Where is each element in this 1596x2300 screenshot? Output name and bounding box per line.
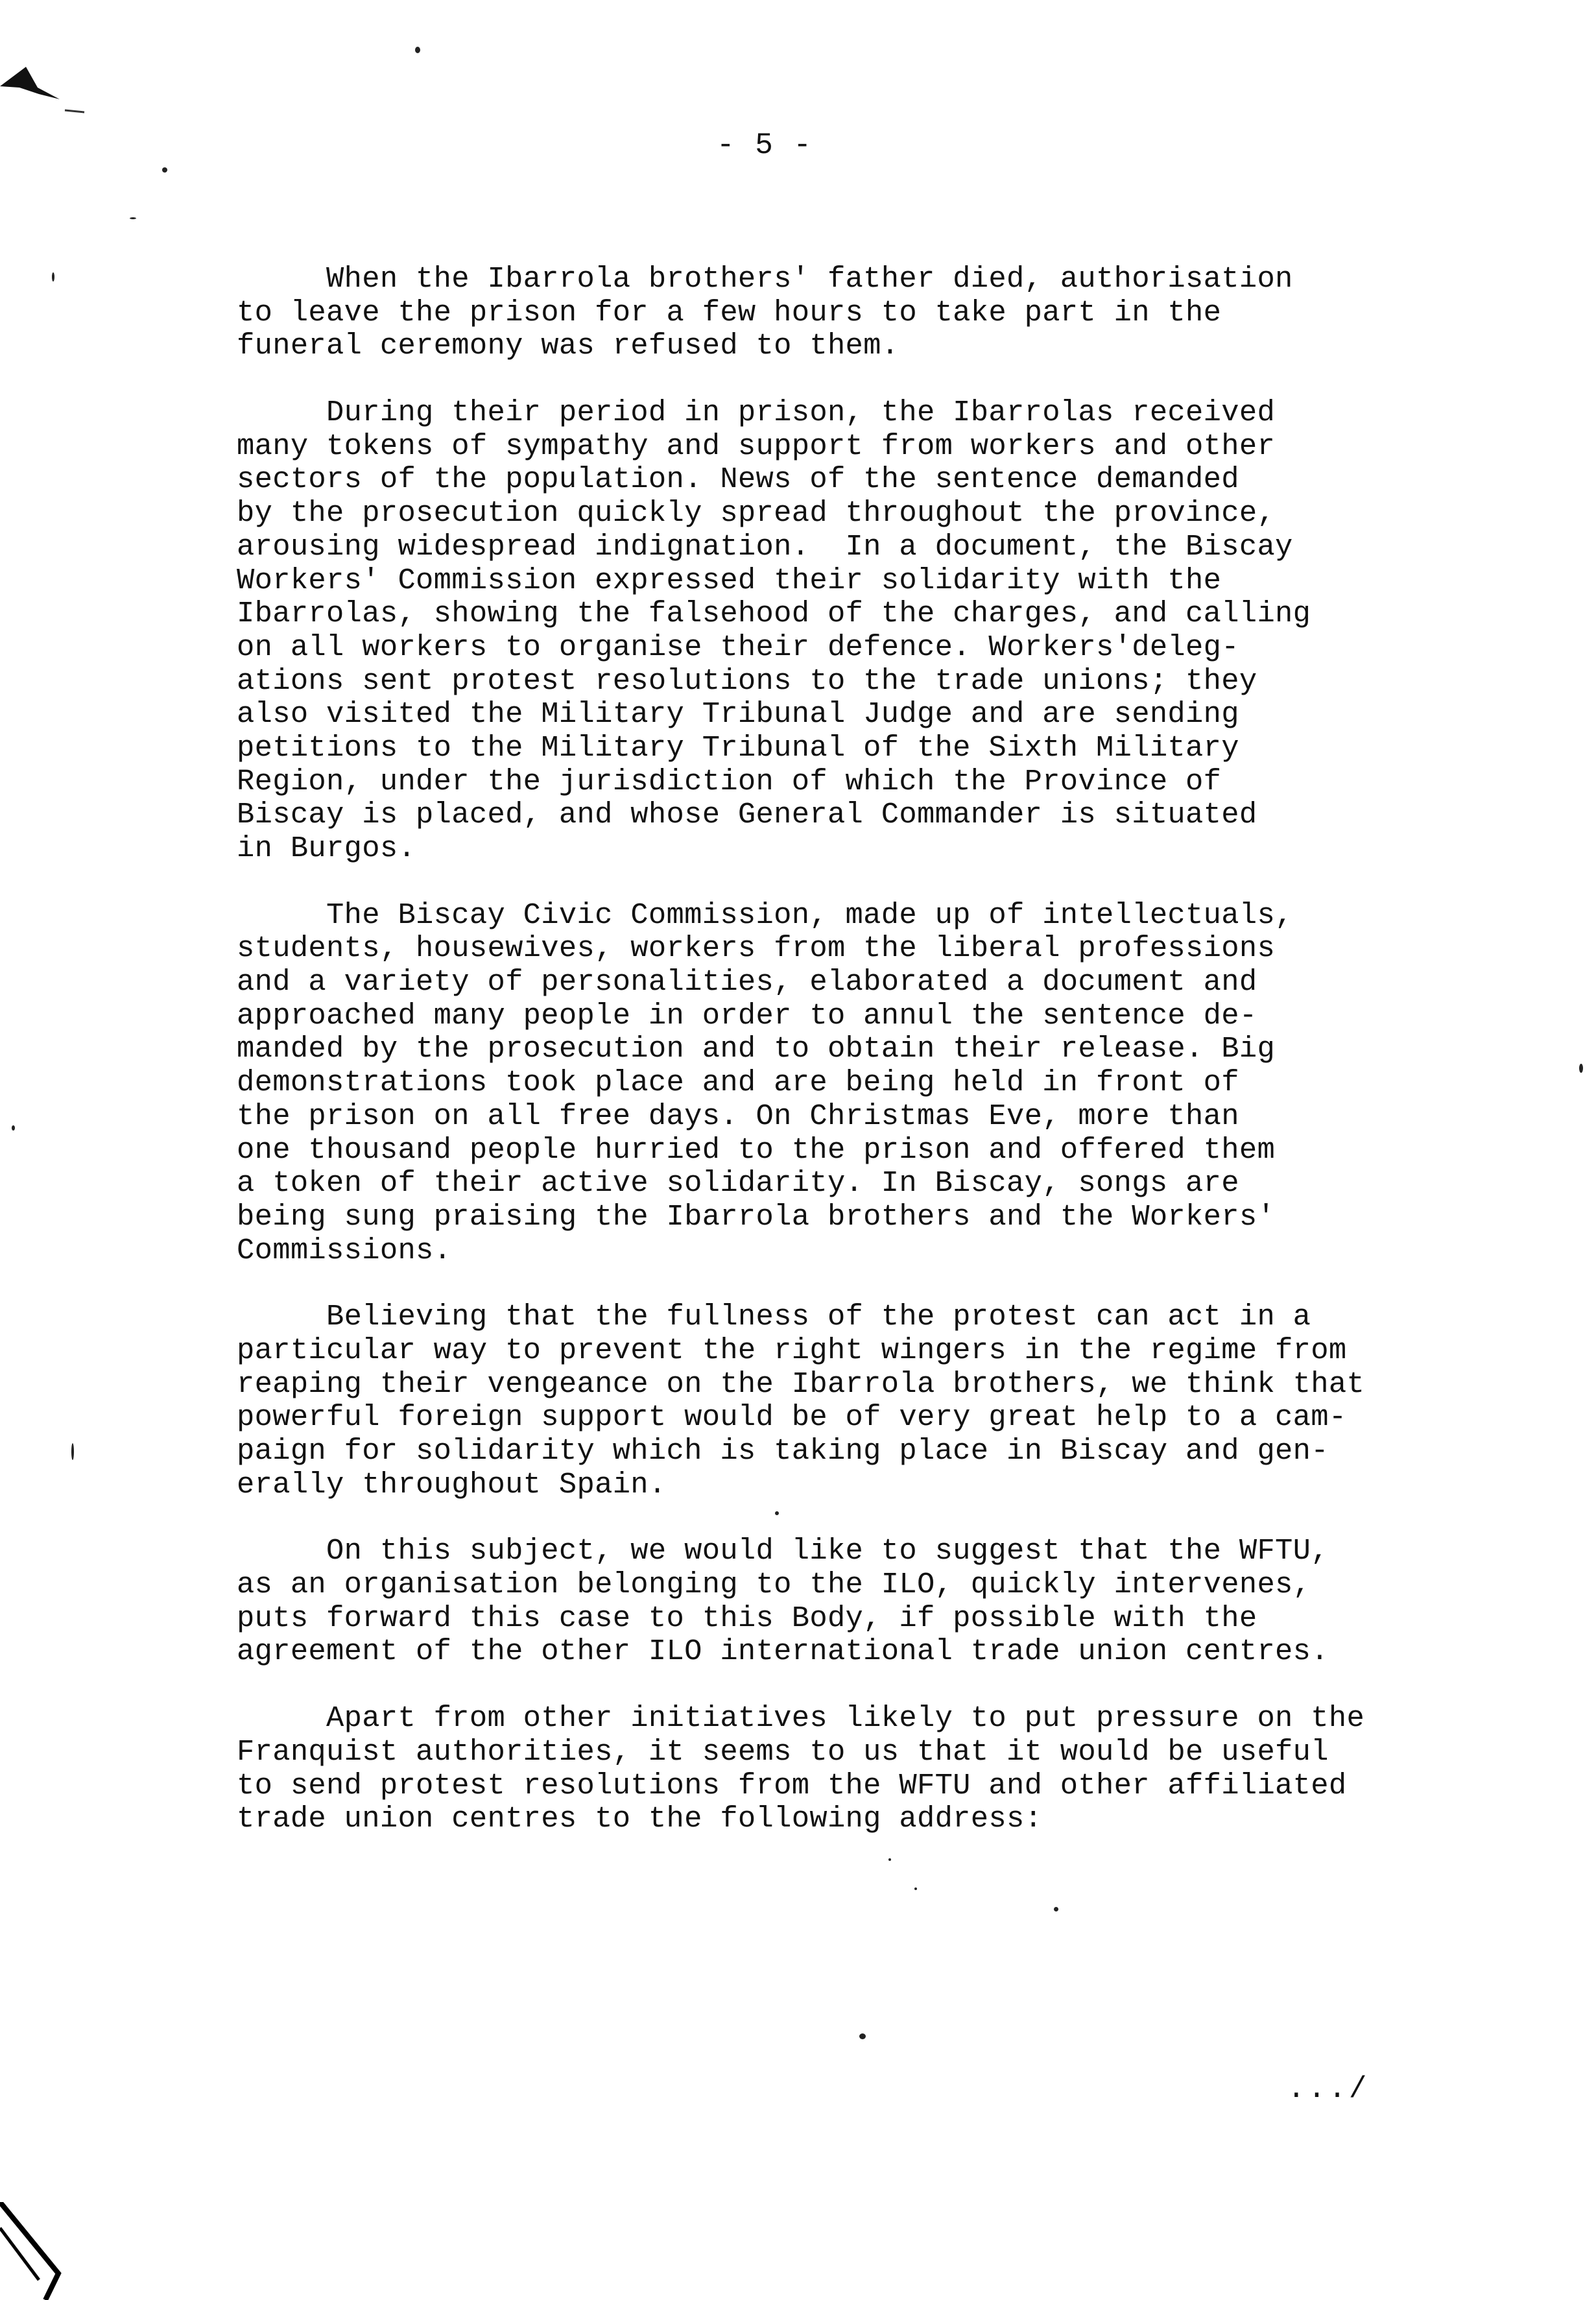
text-line: manded by the prosecution and to obtain their release. Big — [237, 1032, 1276, 1066]
text-line: approached many people in order to annul the sentence de- — [237, 998, 1257, 1033]
text-line: On this subject, we would like to suggest that the WFTU, — [237, 1534, 1329, 1568]
scan-speck — [888, 1858, 891, 1861]
text-line: particular way to prevent the right wingers in the regime from — [237, 1333, 1347, 1367]
text-line: sectors of the population. News of the sentence demanded — [237, 462, 1239, 497]
text-line: ations sent protest resolutions to the trade unions; they — [237, 664, 1257, 698]
text-line: in Burgos. — [237, 832, 416, 865]
text-line: Apart from other initiatives likely to put pressure on the — [237, 1701, 1365, 1736]
scan-corner-mark-top-left — [0, 62, 91, 133]
paragraph-father-funeral — [237, 263, 1540, 363]
text-line: Franquist authorities, it seems to us that it would be useful — [237, 1734, 1329, 1769]
text-line: many tokens of sympathy and support from workers and other — [237, 429, 1276, 463]
text-line: paign for solidarity which is taking place in Biscay and gen- — [237, 1434, 1329, 1468]
text-line: Biscay is placed, and whose General Commander is situated — [237, 798, 1257, 832]
text-line: and a variety of personalities, elaborated a document and — [237, 965, 1257, 1000]
text-line: Commissions. — [237, 1233, 452, 1267]
continuation-mark: .../ — [1287, 2072, 1370, 2106]
text-line: on all workers to organise their defence. Workers'deleg- — [237, 630, 1239, 664]
paragraph-wftu-suggestion — [237, 1535, 1540, 1669]
paragraph-protest-resolutions — [237, 1702, 1540, 1836]
text-line: Ibarrolas, showing the falsehood of the charges, and calling — [237, 597, 1311, 631]
text-line: one thousand people hurried to the prison and offered them — [237, 1132, 1276, 1167]
text-line: being sung praising the Ibarrola brothers and the Workers' — [237, 1199, 1276, 1234]
page-number: - 5 - — [717, 128, 813, 162]
text-line: demonstrations took place and are being held in front of — [237, 1066, 1239, 1100]
text-line: Workers' Commission expressed their solidarity with the — [237, 563, 1222, 597]
text-line: funeral ceremony was refused to them. — [237, 329, 899, 363]
scan-speck — [775, 1511, 779, 1515]
text-line: When the Ibarrola brothers' father died, authorisation — [237, 262, 1293, 296]
paragraph-foreign-support — [237, 1300, 1540, 1502]
scan-speck — [71, 1443, 74, 1460]
text-line: arousing widespread indignation. In a document, the Biscay — [237, 529, 1293, 564]
scan-speck — [914, 1887, 917, 1890]
text-line: a token of their active solidarity. In Biscay, songs are — [237, 1166, 1239, 1201]
text-line: reaping their vengeance on the Ibarrola brothers, we think that — [237, 1367, 1365, 1401]
scan-speck — [12, 1125, 15, 1131]
scan-speck — [130, 217, 136, 219]
paragraph-support-in-prison — [237, 396, 1540, 866]
text-line: to leave the prison for a few hours to take part in the — [237, 295, 1222, 329]
text-line: students, housewives, workers from the liberal professions — [237, 931, 1276, 966]
scan-speck — [52, 272, 54, 282]
scan-speck — [1054, 1907, 1058, 1911]
scan-speck — [859, 2033, 866, 2039]
scan-speck — [162, 167, 167, 173]
text-line: powerful foreign support would be of very great help to a cam- — [237, 1400, 1347, 1435]
document-body — [237, 263, 1540, 1869]
scan-corner-mark-bottom-left — [0, 2202, 71, 2300]
text-line: to send protest resolutions from the WFTU and other affiliated — [237, 1768, 1347, 1803]
text-line: as an organisation belonging to the ILO, quickly intervenes, — [237, 1568, 1311, 1602]
text-line: Believing that the fullness of the protest can act in a — [237, 1300, 1311, 1334]
text-line: Region, under the jurisdiction of which the Province of — [237, 764, 1222, 798]
text-line: trade union centres to the following address: — [237, 1802, 1043, 1836]
text-line: puts forward this case to this Body, if possible with the — [237, 1601, 1257, 1635]
text-line: The Biscay Civic Commission, made up of intellectuals, — [237, 898, 1293, 932]
text-line: During their period in prison, the Ibarrolas received — [237, 396, 1276, 430]
paragraph-civic-commission — [237, 899, 1540, 1268]
text-line: the prison on all free days. On Christmas Eve, more than — [237, 1099, 1239, 1133]
scan-speck — [415, 47, 420, 53]
text-line: agreement of the other ILO international trade union centres. — [237, 1635, 1329, 1669]
text-line: petitions to the Military Tribunal of the Sixth Military — [237, 730, 1239, 765]
scan-speck — [1579, 1064, 1583, 1073]
text-line: by the prosecution quickly spread throughout the province, — [237, 496, 1276, 531]
text-line: erally throughout Spain. — [237, 1467, 667, 1502]
text-line: also visited the Military Tribunal Judge and are sending — [237, 697, 1239, 732]
